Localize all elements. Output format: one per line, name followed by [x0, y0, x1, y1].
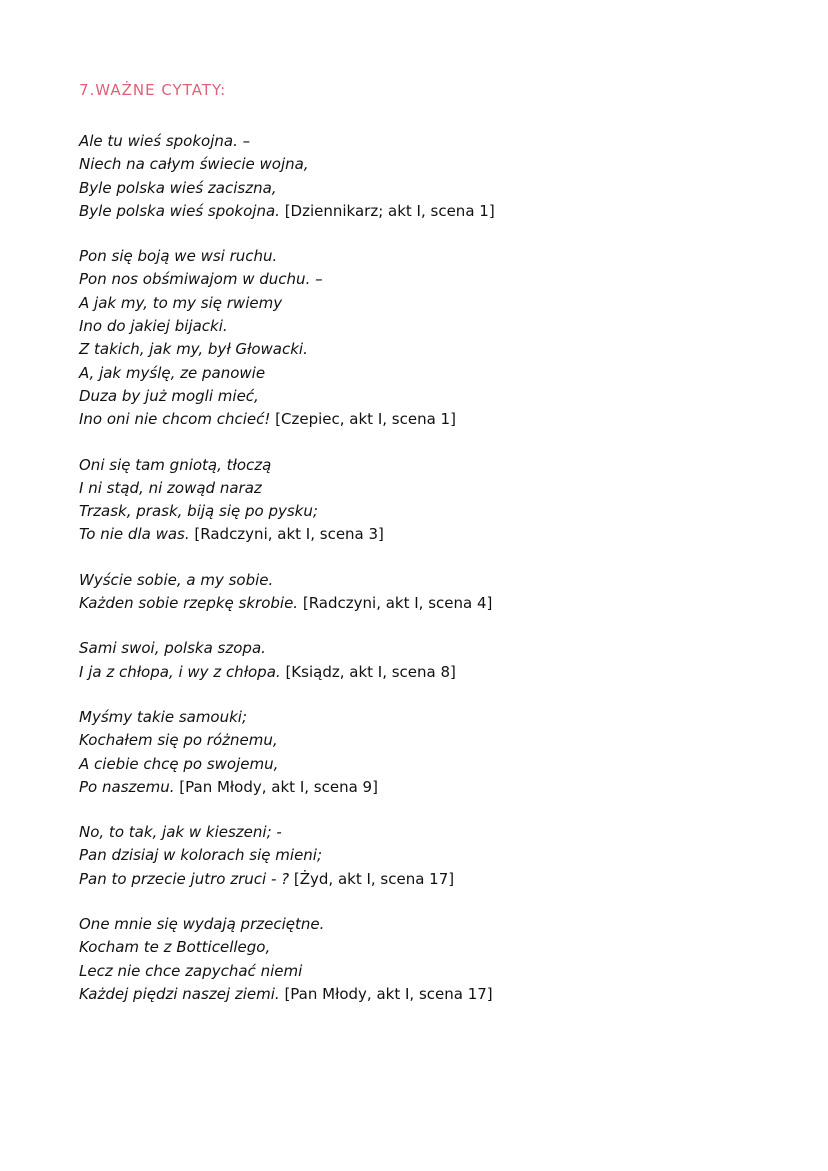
- quote-verse-text: Duza by już mogli mieć,: [79, 386, 259, 405]
- quote-line: [79, 454, 779, 477]
- quote-verse-text: Ino do jakiej bijacki.: [79, 317, 228, 336]
- quote-verse-text: Pan to przecie jutro zruci - ?: [79, 869, 290, 888]
- quote-line: [79, 130, 779, 153]
- quote-line: [79, 729, 779, 752]
- quote-line: [79, 523, 779, 546]
- quote-line: [79, 936, 779, 959]
- quote-line: [79, 868, 779, 891]
- quote-line: [79, 569, 779, 592]
- quote-stanza: [79, 245, 779, 431]
- quote-verse-text: Kocham te z Botticellego,: [79, 938, 271, 957]
- quote-line: [79, 153, 779, 176]
- quote-line: [79, 315, 779, 338]
- quote-line: [79, 385, 779, 408]
- quote-verse-text: Każdej piędzi naszej ziemi.: [79, 984, 280, 1003]
- quote-verse-text: No, to tak, jak w kieszeni; -: [79, 823, 282, 842]
- quote-line: [79, 592, 779, 615]
- quote-source-reference: [Pan Młody, akt I, scena 17]: [284, 984, 493, 1003]
- quote-verse-text: A jak my, to my się rwiemy: [79, 293, 283, 312]
- quote-verse-text: Niech na całym świecie wojna,: [79, 155, 309, 174]
- quote-line: [79, 477, 779, 500]
- quote-verse-text: Sami swoi, polska szopa.: [79, 639, 266, 658]
- quote-verse-text: Z takich, jak my, był Głowacki.: [79, 340, 308, 359]
- quote-source-reference: [Czepiec, akt I, scena 1]: [275, 410, 456, 429]
- quote-verse-text: Po naszemu.: [79, 777, 175, 796]
- quote-source-reference: [Pan Młody, akt I, scena 9]: [179, 777, 378, 796]
- quote-stanza: [79, 454, 779, 547]
- quote-source-reference: [Radczyni, akt I, scena 3]: [194, 525, 384, 544]
- quote-line: [79, 776, 779, 799]
- quote-stanza: [79, 569, 779, 616]
- quote-line: [79, 821, 779, 844]
- quote-line: [79, 844, 779, 867]
- document-page: [79, 78, 779, 1028]
- quote-verse-text: Pan dzisiaj w kolorach się mieni;: [79, 846, 323, 865]
- quote-verse-text: Wyście sobie, a my sobie.: [79, 570, 274, 589]
- quote-stanza: [79, 130, 779, 223]
- quote-verse-text: Byle polska wieś zaciszna,: [79, 178, 277, 197]
- quote-verse-text: A ciebie chcę po swojemu,: [79, 754, 279, 773]
- quote-verse-text: Myśmy takie samouki;: [79, 707, 248, 726]
- quote-stanza: [79, 913, 779, 1006]
- quote-verse-text: Każden sobie rzepkę skrobie.: [79, 594, 299, 613]
- quote-verse-text: One mnie się wydają przeciętne.: [79, 915, 325, 934]
- quote-source-reference: [Żyd, akt I, scena 17]: [293, 869, 455, 888]
- quote-line: [79, 753, 779, 776]
- quote-line: [79, 268, 779, 291]
- quote-line: [79, 177, 779, 200]
- quote-verse-text: A, jak myślę, ze panowie: [79, 363, 266, 382]
- quote-verse-text: Ino oni nie chcom chcieć!: [79, 410, 271, 429]
- quote-line: [79, 706, 779, 729]
- quote-line: [79, 913, 779, 936]
- quote-verse-text: Kochałem się po różnemu,: [79, 731, 278, 750]
- quote-verse-text: Pon się boją we wsi ruchu.: [79, 247, 278, 266]
- quote-line: [79, 292, 779, 315]
- quote-line: [79, 408, 779, 431]
- quote-stanza: [79, 821, 779, 891]
- quote-line: [79, 338, 779, 361]
- quote-line: [79, 661, 779, 684]
- quote-line: [79, 960, 779, 983]
- quote-source-reference: [Dziennikarz; akt I, scena 1]: [284, 201, 495, 220]
- quote-line: [79, 200, 779, 223]
- quote-verse-text: Ale tu wieś spokojna. –: [79, 132, 251, 150]
- quote-line: [79, 362, 779, 385]
- quote-source-reference: [Radczyni, akt I, scena 4]: [302, 594, 493, 613]
- quote-stanza: [79, 706, 779, 799]
- section-heading: 7.WAŻNE CYTATY:: [79, 81, 227, 99]
- quote-line: [79, 983, 779, 1006]
- quote-line: [79, 500, 779, 523]
- quote-verse-text: To nie dla was.: [79, 525, 190, 544]
- quotes-list: [79, 130, 779, 1006]
- quote-line: [79, 637, 779, 660]
- quote-verse-text: Pon nos obśmiwajom w duchu. –: [79, 270, 323, 289]
- quote-stanza: [79, 637, 779, 684]
- quote-verse-text: I ni stąd, ni zowąd naraz: [79, 478, 262, 497]
- quote-verse-text: Oni się tam gniotą, tłoczą: [79, 455, 272, 474]
- quote-source-reference: [Ksiądz, akt I, scena 8]: [285, 662, 456, 681]
- quote-line: [79, 245, 779, 268]
- quote-verse-text: Lecz nie chce zapychać niemi: [79, 961, 303, 980]
- quote-verse-text: I ja z chłopa, i wy z chłopa.: [79, 662, 281, 681]
- quote-verse-text: Trzask, prask, biją się po pysku;: [79, 502, 318, 521]
- quote-verse-text: Byle polska wieś spokojna.: [79, 201, 280, 220]
